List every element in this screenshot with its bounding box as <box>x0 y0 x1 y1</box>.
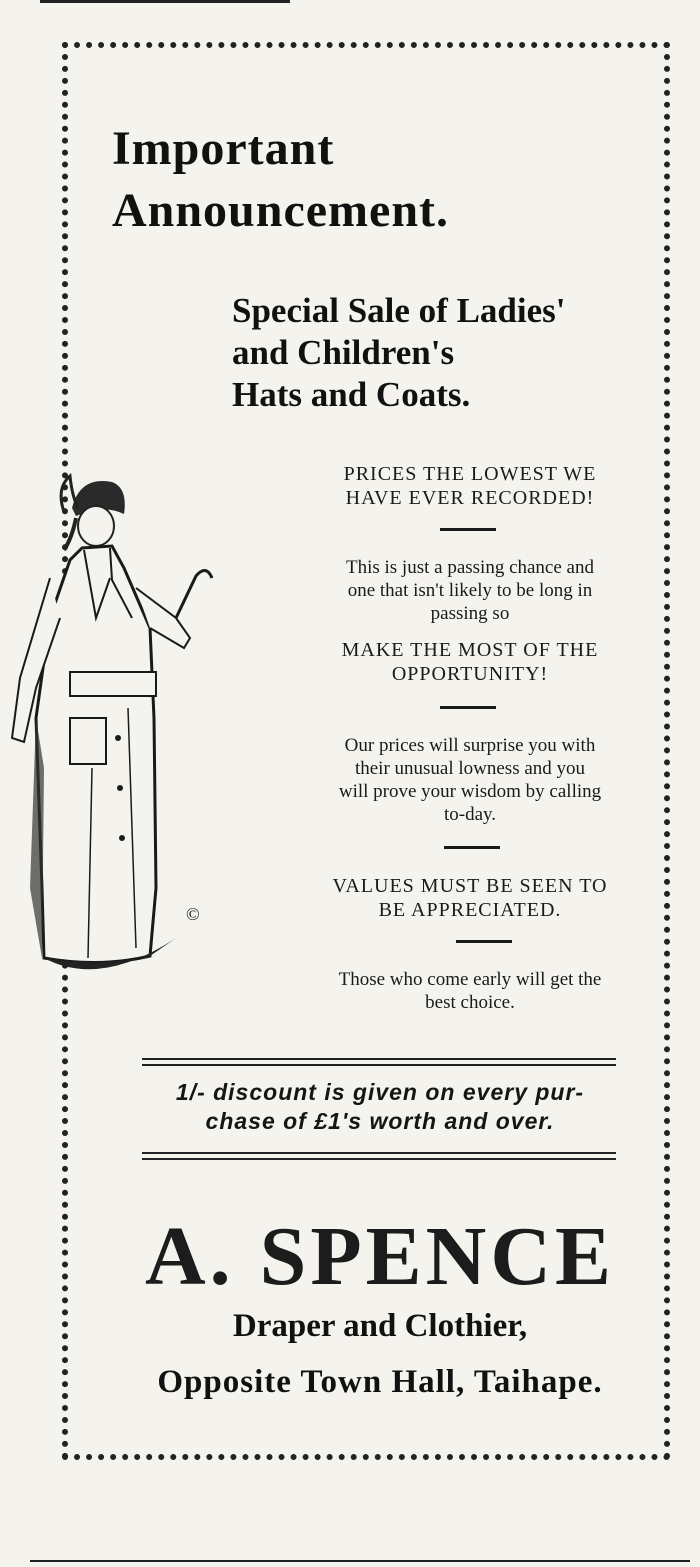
subhead-line-3: Hats and Coats. <box>232 375 471 414</box>
prices-line-1: PRICES THE LOWEST WE <box>343 463 597 485</box>
bottom-edge-rule <box>30 1560 690 1562</box>
surprise-line-2: their unusual lowness and you <box>354 758 586 779</box>
top-edge-rule <box>40 0 290 3</box>
chance-line-2: one that isn't likely to be long in <box>347 580 593 601</box>
headline <box>112 118 532 242</box>
discount-rule-bottom-1 <box>142 1152 616 1154</box>
coat-button <box>117 785 123 791</box>
surprise-line-4: to-day. <box>443 804 497 825</box>
divider-dash <box>440 706 496 709</box>
values-statement <box>296 874 644 922</box>
woman-in-coat-illustration <box>0 468 240 1008</box>
surprise-line-3: will prove your wisdom by calling <box>338 781 602 802</box>
discount-notice <box>130 1078 630 1136</box>
discount-line-2: chase of £1's worth and over. <box>205 1108 555 1134</box>
divider-dash <box>456 940 512 943</box>
face <box>78 506 114 546</box>
subheadline <box>232 290 652 416</box>
discount-line-1: 1/- discount is given on every pur- <box>175 1079 585 1105</box>
subhead-line-2: and Children's <box>232 333 455 372</box>
chance-line-1: This is just a passing chance and <box>345 557 594 578</box>
copyright-mark: © <box>186 904 200 924</box>
coat-belt <box>70 672 156 696</box>
divider-dash <box>440 528 496 531</box>
hair <box>64 518 76 550</box>
early-line-1: Those who come early will get the <box>338 969 602 990</box>
trade-description: Draper and Clothier, <box>232 1308 528 1344</box>
store-address: Opposite Town Hall, Taihape. <box>157 1364 603 1400</box>
subhead-line-1: Special Sale of Ladies' <box>232 291 566 330</box>
discount-rule-bottom-2 <box>142 1158 616 1160</box>
headline-line-2: Announcement. <box>112 184 450 237</box>
surprise-paragraph <box>296 734 644 826</box>
make-most-statement <box>296 638 644 686</box>
values-line-2: BE APPRECIATED. <box>378 899 562 921</box>
brand-name: A. SPENCE <box>144 1210 616 1303</box>
surprise-line-1: Our prices will surprise you with <box>344 735 596 756</box>
prices-line-2: HAVE EVER RECORDED! <box>345 487 595 509</box>
values-line-1: VALUES MUST BE SEEN TO <box>332 875 608 897</box>
early-paragraph <box>296 968 644 1014</box>
most-line-1: MAKE THE MOST OF THE <box>341 639 599 661</box>
most-line-2: OPPORTUNITY! <box>391 663 549 685</box>
passing-chance-paragraph <box>296 556 644 625</box>
early-line-2: best choice. <box>425 992 515 1013</box>
discount-rule-top-2 <box>142 1064 616 1066</box>
chance-line-3: passing so <box>430 603 510 624</box>
umbrella-handle <box>176 570 212 618</box>
coat-button <box>115 735 121 741</box>
divider-dash <box>444 846 500 849</box>
coat-button <box>119 835 125 841</box>
prices-statement <box>296 462 644 510</box>
headline-line-1: Important <box>112 122 335 175</box>
discount-rule-top-1 <box>142 1058 616 1060</box>
